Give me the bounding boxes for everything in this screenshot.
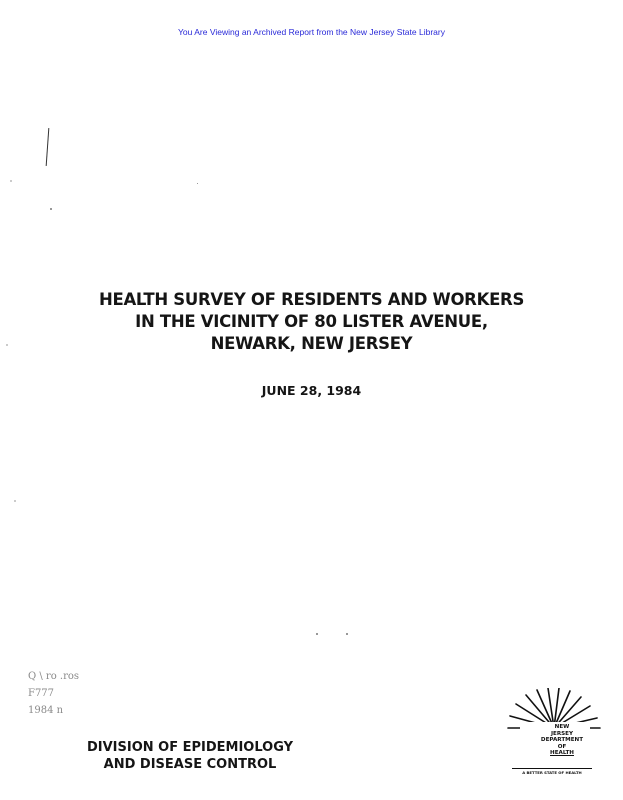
title-line-3: NEWARK, NEW JERSEY bbox=[210, 334, 413, 353]
logo-tagline: A BETTER STATE OF HEALTH bbox=[512, 768, 592, 775]
logo-line-4: OF bbox=[557, 743, 567, 750]
logo-line-2: JERSEY bbox=[550, 730, 574, 737]
division-name bbox=[70, 739, 310, 773]
report-date: JUNE 28, 1984 bbox=[261, 383, 362, 398]
scan-speck bbox=[316, 633, 318, 635]
scan-speck bbox=[14, 500, 16, 502]
nj-department-of-health-logo bbox=[506, 688, 602, 780]
title-line-2: IN THE VICINITY OF 80 LISTER AVENUE, bbox=[135, 312, 488, 331]
scan-speck bbox=[346, 633, 348, 635]
scan-speck bbox=[197, 183, 198, 184]
handwritten-call-number bbox=[28, 668, 79, 719]
archive-banner: You Are Viewing an Archived Report from the New Jersey State Library bbox=[178, 27, 445, 37]
logo-line-3: DEPARTMENT bbox=[540, 737, 584, 744]
division-line-1: DIVISION OF EPIDEMIOLOGY bbox=[86, 740, 294, 755]
scan-speck bbox=[10, 180, 12, 182]
report-title bbox=[0, 289, 623, 355]
scan-mark bbox=[46, 128, 50, 166]
call-number-line-2: F777 bbox=[28, 688, 55, 699]
scan-speck bbox=[50, 208, 52, 210]
title-line-1: HEALTH SURVEY OF RESIDENTS AND WORKERS bbox=[98, 290, 525, 309]
logo-line-1: NEW bbox=[554, 724, 570, 730]
logo-wordmark bbox=[522, 724, 602, 757]
division-line-2: AND DISEASE CONTROL bbox=[103, 757, 277, 772]
call-number-line-3: 1984 n bbox=[28, 705, 64, 716]
logo-line-5: HEALTH bbox=[550, 750, 574, 757]
call-number-line-1: Q \ ro .ros bbox=[28, 671, 80, 682]
